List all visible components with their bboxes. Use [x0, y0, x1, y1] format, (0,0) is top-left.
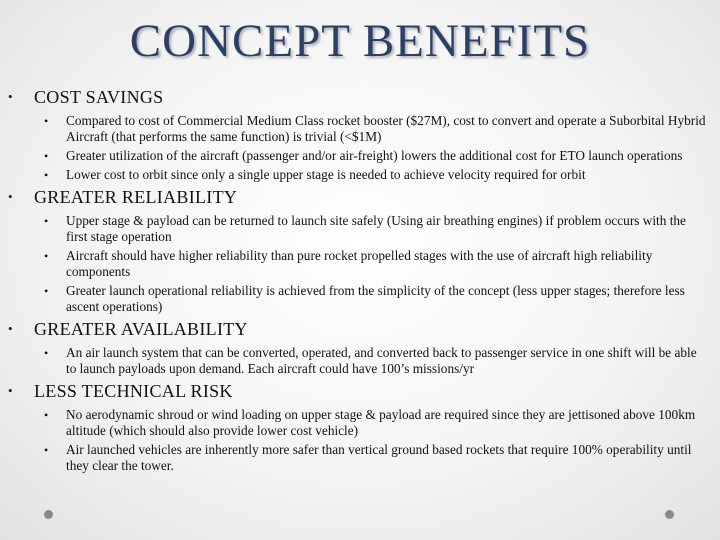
section-heading: COST SAVINGS [34, 87, 164, 107]
list-item-text: An air launch system that can be converted, operated, and converted back to passenger service in one shift will be able to launch payloads upon demand. Each aircraft could have 100’s missions/yr [66, 345, 697, 376]
list-item-text: Upper stage & payload can be returned to launch site safely (Using air breathing engines) if problem occurs with the first stage operation [66, 213, 686, 244]
bullet-icon: • [8, 383, 13, 398]
bullet-icon: • [44, 149, 49, 163]
list-item [0, 148, 720, 164]
bullet-icon: • [44, 408, 49, 422]
list-item [0, 345, 720, 377]
bullet-icon: • [44, 443, 49, 457]
list-item-text: Lower cost to orbit since only a single upper stage is needed to achieve velocity required for orbit [66, 167, 586, 182]
list-item-text: Air launched vehicles are inherently more safer than vertical ground based rockets that require 100% operability until they clear the tower. [66, 442, 692, 473]
bullet-icon: • [44, 284, 49, 298]
list-item [0, 442, 720, 474]
bullet-icon: • [44, 249, 49, 263]
list-item [0, 113, 720, 145]
bullet-icon: • [44, 114, 49, 128]
list-item-text: Greater utilization of the aircraft (passenger and/or air-freight) lowers the additional cost for ETO launch operations [66, 148, 683, 163]
list-item [0, 167, 720, 183]
section-greater-reliability [0, 187, 720, 315]
section-less-technical-risk [0, 381, 720, 474]
list-item [0, 248, 720, 280]
bullet-icon: • [8, 189, 13, 204]
bullet-icon: • [8, 321, 13, 336]
list-item [0, 407, 720, 439]
bullet-icon: • [44, 346, 49, 360]
section-greater-availability [0, 319, 720, 377]
list-item-text: Greater launch operational reliability is achieved from the simplicity of the concept (less upper stages; therefore less ascent operations) [66, 283, 685, 314]
list-item-text: Compared to cost of Commercial Medium Class rocket booster ($27M), cost to convert and operate a Suborbital Hybrid Aircraft (that performs the same function) is trivial (<$1M) [66, 113, 706, 144]
list-item-text: Aircraft should have higher reliability than pure rocket propelled stages with the use of aircraft high reliability components [66, 248, 653, 279]
section-heading: GREATER RELIABILITY [34, 187, 238, 207]
decorative-dot-right [665, 510, 674, 519]
bullet-icon: • [8, 89, 13, 104]
decorative-dot-left [44, 510, 53, 519]
section-cost-savings [0, 87, 720, 183]
section-heading: LESS TECHNICAL RISK [34, 381, 233, 401]
bullet-icon: • [44, 214, 49, 228]
slide-body [0, 87, 720, 478]
list-item [0, 213, 720, 245]
list-item-text: No aerodynamic shroud or wind loading on upper stage & payload are required since they are jettisoned above 100km altitude (which should also provide lower cost vehicle) [66, 407, 696, 438]
slide-title: CONCEPT BENEFITS [129, 15, 591, 67]
list-item [0, 283, 720, 315]
section-heading: GREATER AVAILABILITY [34, 319, 248, 339]
bullet-icon: • [44, 168, 49, 182]
